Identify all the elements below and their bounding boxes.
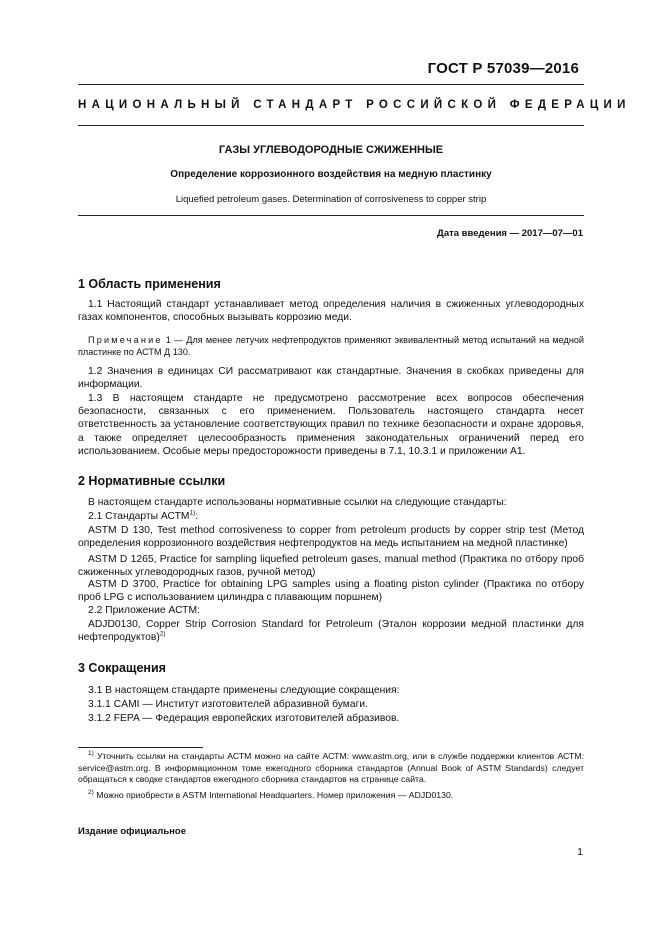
reference-astm-d130 bbox=[78, 524, 584, 550]
reference-astm-d1265 bbox=[78, 553, 584, 579]
introduction-date: Дата введения — 2017—07—01 bbox=[437, 228, 583, 239]
section-3-heading: 3 Сокращения bbox=[78, 661, 166, 675]
footnote-2 bbox=[78, 790, 584, 802]
document-subtitle: Определение коррозионного воздействия на медную пластинку bbox=[170, 169, 492, 180]
paragraph-1-1 bbox=[78, 298, 584, 324]
paragraph-2-2-text: 2.2 Приложение АСТМ: bbox=[88, 605, 200, 616]
paragraph-1-1-text: 1.1 Настоящий стандарт устанавливает метод определения наличия в сжиженных углеводородных газах компонентов, способных вызывать коррозию меди. bbox=[78, 299, 584, 324]
footnote-ref-1: 1) bbox=[189, 509, 196, 517]
footnote-separator bbox=[78, 747, 203, 748]
reference-astm-d130-text: ASTM D 130, Test method corrosiveness to copper from petroleum products by copper strip test (Метод определения коррозионного воздействия нефтепродуктов на медь испытанием на медной пластинке) bbox=[78, 525, 584, 550]
reference-adjd0130 bbox=[78, 618, 584, 644]
paragraph-3-1-1 bbox=[78, 698, 584, 711]
reference-astm-d3700 bbox=[78, 578, 584, 604]
paragraph-1-3 bbox=[78, 392, 584, 458]
official-edition-label: Издание официальное bbox=[78, 826, 186, 837]
document-title: ГАЗЫ УГЛЕВОДОРОДНЫЕ СЖИЖЕННЫЕ bbox=[218, 144, 444, 156]
footnote-ref-2: 2) bbox=[159, 630, 166, 638]
paragraph-3-1-2 bbox=[78, 712, 584, 725]
reference-astm-d3700-text: ASTM D 3700, Practice for obtaining LPG samples using a floating piston cylinder (Практика по отбору проб LPG с использованием цилиндра с плавающим поршнем) bbox=[78, 579, 584, 604]
section-2-heading: 2 Нормативные ссылки bbox=[78, 474, 226, 488]
header-rule bbox=[78, 84, 584, 85]
paragraph-3-1-2-text: 3.1.2 FEPA — Федерация европейских изготовителей абразивов. bbox=[88, 713, 400, 724]
paragraph-3-1-1-text: 3.1.1 CAMI — Институт изготовителей абразивной бумаги. bbox=[88, 699, 368, 710]
note-text: 1 — Для менее летучих нефтепродуктов применяют эквивалентный метод испытаний на медной пластинке по АСТМ Д 130. bbox=[78, 335, 584, 358]
paragraph-2-1-colon: : bbox=[195, 511, 199, 522]
document-title-english: Liquefied petroleum gases. Determination of corrosiveness to copper strip bbox=[175, 194, 487, 205]
national-standard-caption: НАЦИОНАЛЬНЫЙ СТАНДАРТ РОССИЙСКОЙ ФЕДЕРАЦИИ bbox=[78, 99, 631, 111]
paragraph-1-2-text: 1.2 Значения в единицах СИ рассматривают как стандартные. Значения в скобках приведены для информации. bbox=[78, 366, 584, 391]
paragraph-2-1 bbox=[78, 510, 584, 523]
footnote-1 bbox=[78, 751, 584, 786]
footnote-1-mark: 1) bbox=[88, 750, 94, 758]
paragraph-2-2 bbox=[78, 604, 584, 617]
page-number: 1 bbox=[577, 846, 583, 858]
section-1-heading: 1 Область применения bbox=[78, 277, 221, 291]
reference-adjd0130-text: ADJD0130, Copper Strip Corrosion Standard for Petroleum (Эталон коррозии медной пластинки для нефтепродуктов) bbox=[78, 619, 584, 644]
reference-astm-d1265-text: ASTM D 1265, Practice for sampling liquefied petroleum gases, manual method (Практика по отбору проб сжиженных углеводородных газов, ручной метод) bbox=[78, 554, 584, 579]
footnote-1-text: Уточнить ссылки на стандарты АСТМ можно на сайте АСТМ: www.astm.org, или в службе поддержки клиентов АСТМ: service@astm.org. В информационном томе ежегодного сборника стандартов (Annual Book of ASTM Standards) следует обращаться к сводке стандартов ежегодного сборника стандартов на странице сайта. bbox=[78, 751, 584, 785]
section-2-intro bbox=[78, 496, 584, 509]
footnote-2-mark: 2) bbox=[88, 789, 94, 797]
section-2-intro-text: В настоящем стандарте использованы нормативные ссылки на следующие стандарты: bbox=[88, 497, 507, 508]
title-rule-top bbox=[78, 125, 584, 126]
footnote-2-text: Можно приобрести в ASTM International Headquarters. Номер приложения — ADJD0130. bbox=[93, 790, 454, 800]
note-label: Примечание bbox=[88, 335, 163, 345]
paragraph-2-1-text: 2.1 Стандарты АСТМ bbox=[88, 511, 190, 522]
paragraph-3-1 bbox=[78, 684, 584, 697]
paragraph-1-2 bbox=[78, 365, 584, 391]
paragraph-3-1-text: 3.1 В настоящем стандарте применены следующие сокращения: bbox=[88, 685, 400, 696]
paragraph-1-3-text: 1.3 В настоящем стандарте не предусмотрено рассмотрение всех вопросов обеспечения безопасности, связанных с его применением. Пользователь настоящего стандарта несет ответственность за установление соответствующих правил по технике безопасности и охране здоровья, а также определяет целесообразность применения законодательных ограничений перед его использованием. Особые меры предосторожности приведены в 7.1, 10.3.1 и приложении А1. bbox=[78, 393, 584, 457]
note-1 bbox=[78, 334, 584, 358]
document-code: ГОСТ Р 57039—2016 bbox=[427, 60, 579, 77]
title-rule-bottom bbox=[78, 215, 584, 216]
